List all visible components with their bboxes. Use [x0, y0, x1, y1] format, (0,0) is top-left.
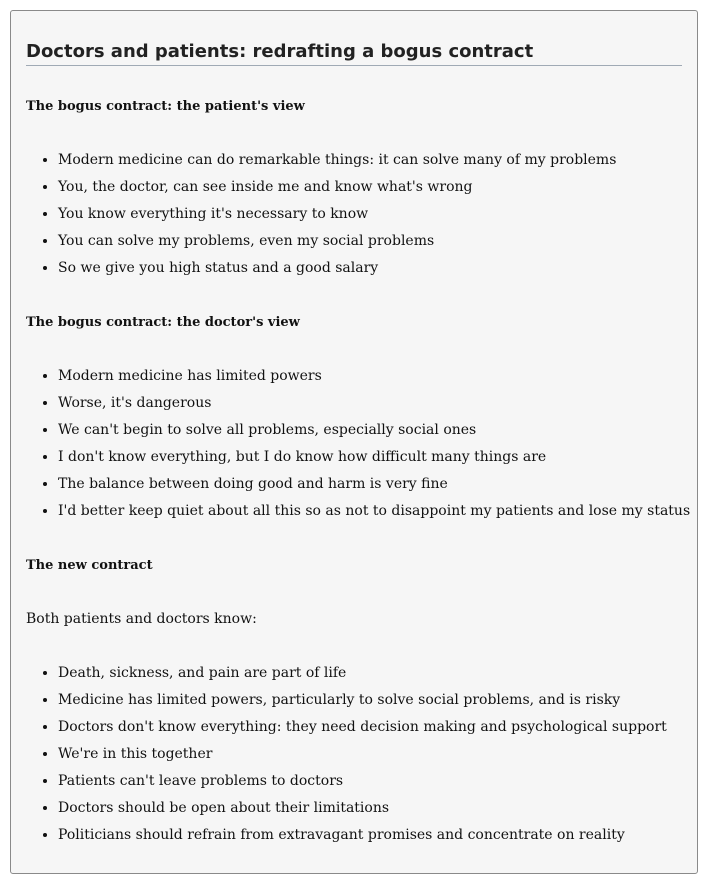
section-intro: Both patients and doctors know:: [26, 611, 257, 627]
bullet-list: [26, 147, 682, 282]
list-item: • You, the doctor, can see inside me and know what's wrong: [58, 174, 682, 201]
list-item: • Politicians should refrain from extravagant promises and concentrate on reality: [58, 822, 682, 849]
content-panel: [10, 10, 698, 874]
list-item: • Death, sickness, and pain are part of life: [58, 660, 682, 687]
list-item: • Doctors should be open about their limitations: [58, 795, 682, 822]
list-item: • Medicine has limited powers, particularly to solve social problems, and is risky: [58, 687, 682, 714]
sections: [26, 93, 691, 849]
list-item: • Modern medicine has limited powers: [58, 363, 682, 390]
bullet-list: [26, 660, 682, 849]
list-item: • We can't begin to solve all problems, especially social ones: [58, 417, 682, 444]
list-item: • Worse, it's dangerous: [58, 390, 682, 417]
section-heading: The bogus contract: the doctor's view: [26, 315, 300, 330]
section-heading: The bogus contract: the patient's view: [26, 99, 305, 114]
list-item: • The balance between doing good and harm is very fine: [58, 471, 682, 498]
list-item: • You can solve my problems, even my social problems: [58, 228, 682, 255]
list-item: • You know everything it's necessary to know: [58, 201, 682, 228]
section-heading: The new contract: [26, 558, 153, 573]
list-item: • We're in this together: [58, 741, 682, 768]
page-title: Doctors and patients: redrafting a bogus contract: [26, 38, 682, 66]
bullet-list: [26, 363, 691, 525]
list-item: • Patients can't leave problems to doctors: [58, 768, 682, 795]
list-item: • Modern medicine can do remarkable things: it can solve many of my problems: [58, 147, 682, 174]
list-item: • I don't know everything, but I do know how difficult many things are: [58, 444, 682, 471]
list-item: • I'd better keep quiet about all this so as not to disappoint my patients and lose my status: [58, 498, 682, 525]
list-item: • Doctors don't know everything: they need decision making and psychological support: [58, 714, 682, 741]
list-item: • So we give you high status and a good salary: [58, 255, 682, 282]
